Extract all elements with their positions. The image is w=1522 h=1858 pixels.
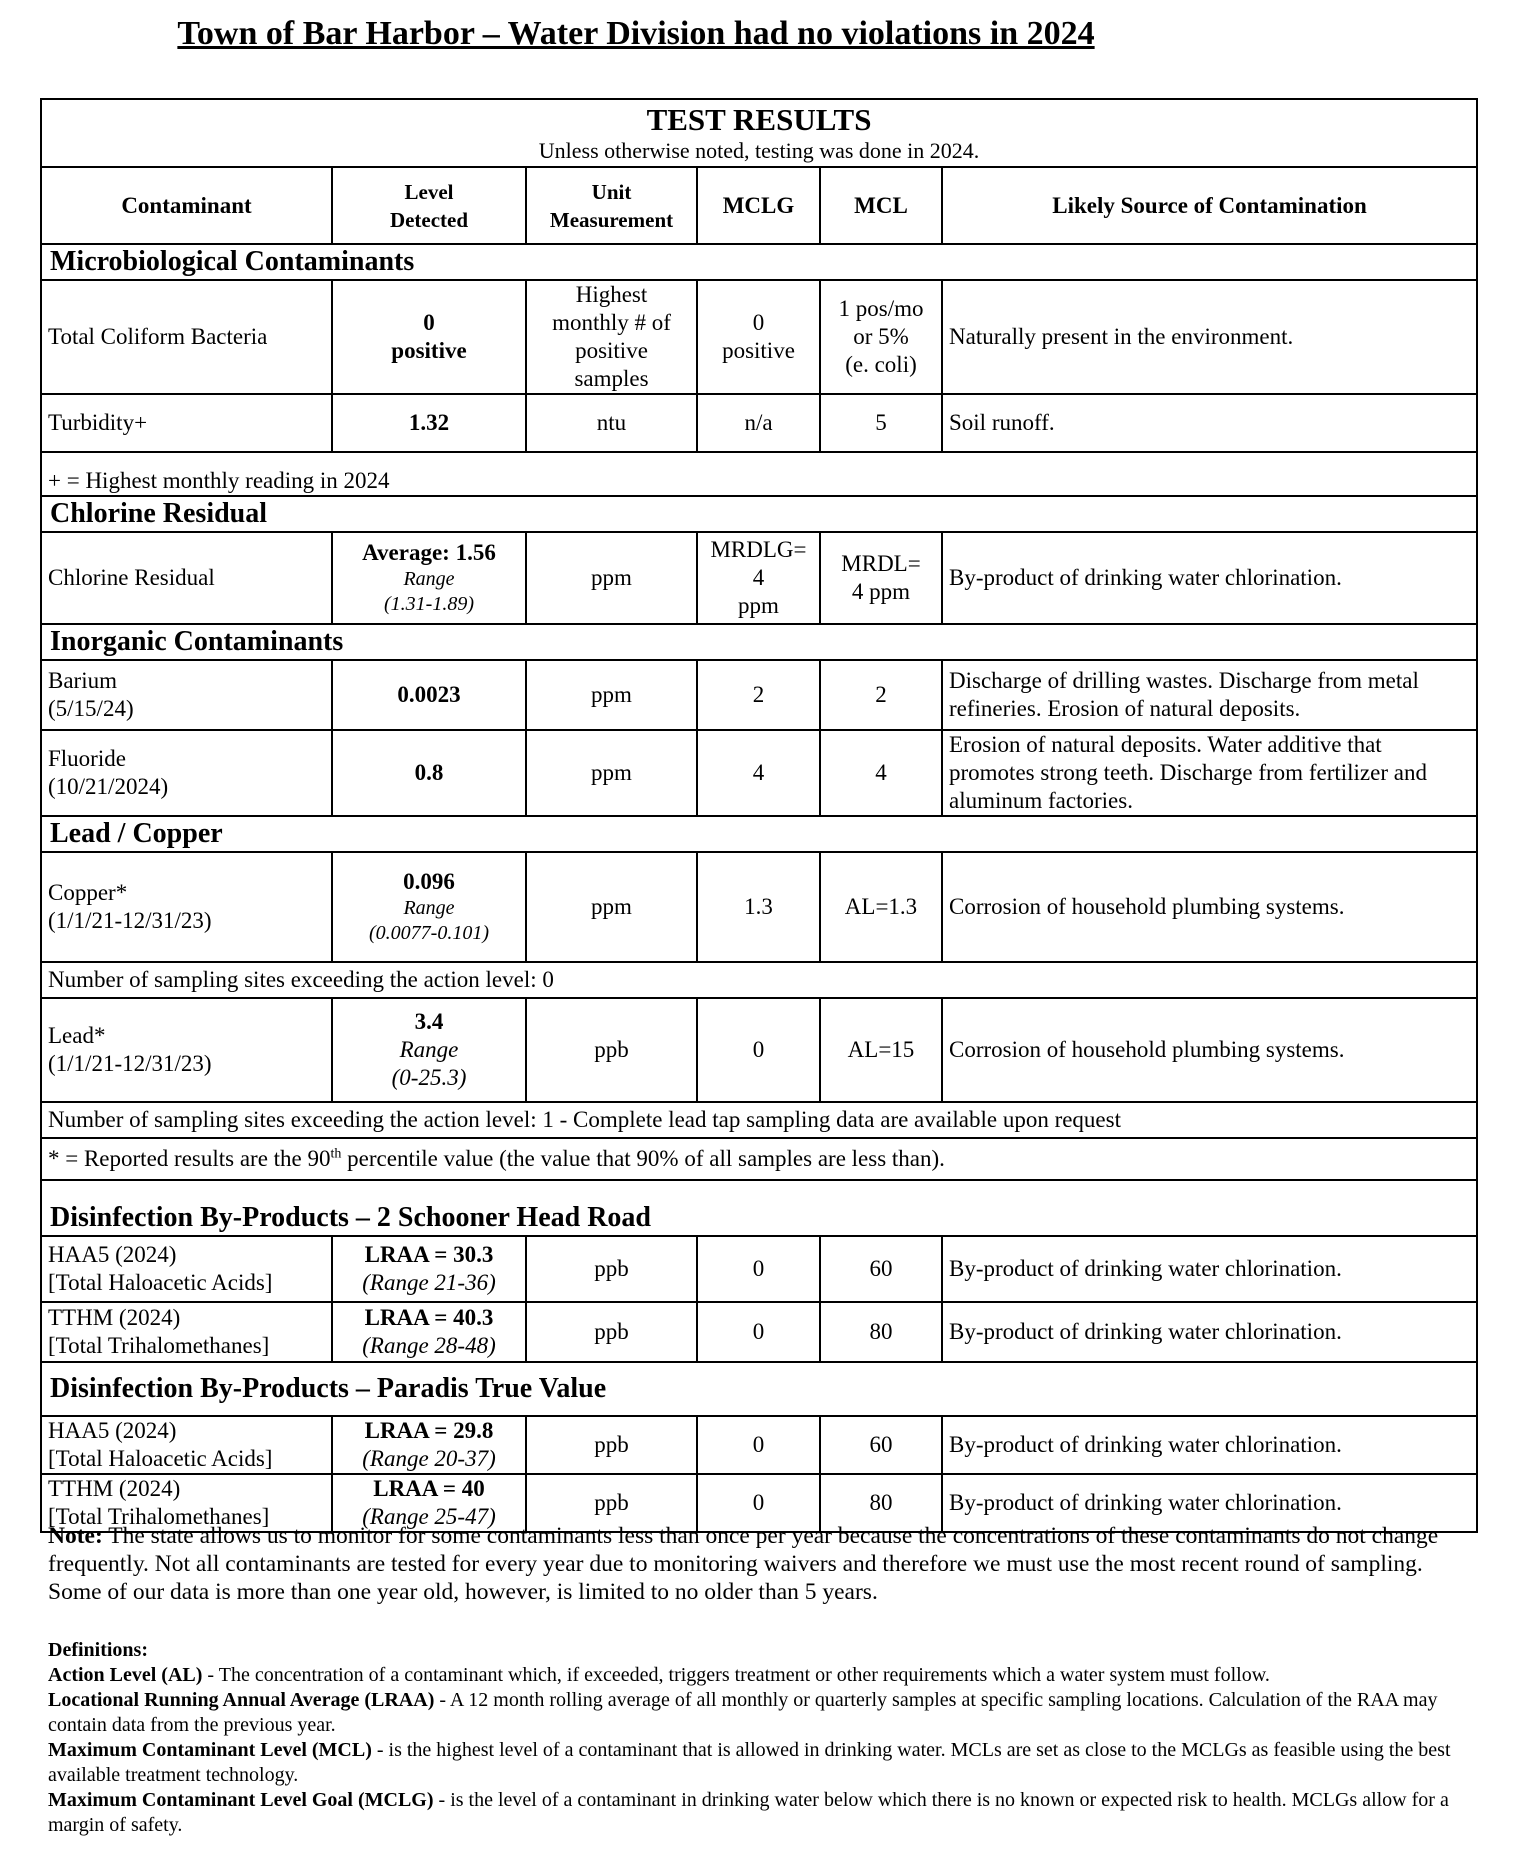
level-detected: 0 positive	[332, 280, 526, 394]
note-text: The state allows us to monitor for some contaminants less than once per year because the concentrations of these contaminants do not change frequently. Not all contaminants are tested for every year due to monitoring waivers and therefore we must use the most recent round of sampling. Some of our data is more than one year old, however, is limited to no older than 5 years.	[48, 1523, 1439, 1605]
unit-measurement: ppb	[526, 1416, 697, 1474]
note-label: Note:	[48, 1523, 103, 1549]
definition-item: Action Level (AL) - The concentration of a contaminant which, if exceeded, triggers treatment or other requirements which a water system must follow.	[48, 1664, 1270, 1686]
table-row-copper	[41, 852, 1477, 962]
section-inorganic	[41, 624, 1477, 660]
likely-source: By-product of drinking water chlorination.	[942, 1236, 1477, 1302]
section-title: Chlorine Residual	[41, 496, 1477, 532]
unit-measurement: Highest monthly # of positive samples	[526, 280, 697, 394]
mcl-value: 80	[820, 1302, 942, 1362]
likely-source: By-product of drinking water chlorination.	[942, 532, 1477, 624]
unit-measurement: ppb	[526, 1302, 697, 1362]
unit-measurement: ppm	[526, 730, 697, 816]
section-lead-copper	[41, 816, 1477, 852]
mcl-value: 2	[820, 660, 942, 730]
mclg-value: 0 positive	[697, 280, 820, 394]
table-row-lead	[41, 998, 1477, 1102]
header-row	[41, 167, 1477, 244]
unit-measurement: ppb	[526, 1236, 697, 1302]
test-results-table	[40, 98, 1478, 1533]
contaminant-name: Total Coliform Bacteria	[41, 280, 332, 394]
percentile-note-row	[41, 1138, 1477, 1180]
copper-note: Number of sampling sites exceeding the action level: 0	[41, 962, 1477, 998]
mclg-value: 0	[697, 998, 820, 1102]
header-mclg: MCLG	[697, 167, 820, 244]
likely-source: Soil runoff.	[942, 394, 1477, 452]
mcl-value: 60	[820, 1416, 942, 1474]
section-title: Inorganic Contaminants	[41, 624, 1477, 660]
unit-measurement: ppm	[526, 660, 697, 730]
unit-measurement: ppm	[526, 532, 697, 624]
likely-source: By-product of drinking water chlorination.	[942, 1416, 1477, 1474]
contaminant-name: Lead* (1/1/21-12/31/23)	[41, 998, 332, 1102]
section-title: Microbiological Contaminants	[41, 244, 1477, 280]
level-detected: LRAA = 40 (Range 25-47)	[332, 1474, 526, 1532]
lead-note-row	[41, 1102, 1477, 1138]
contaminant-name: Chlorine Residual	[41, 532, 332, 624]
section-title: Lead / Copper	[41, 816, 1477, 852]
section-title: Disinfection By-Products – 2 Schooner Head Road	[41, 1180, 1477, 1236]
mclg-value: 4	[697, 730, 820, 816]
table-row-haa5-paradis	[41, 1416, 1477, 1474]
mclg-value: 2	[697, 660, 820, 730]
mcl-value: 1 pos/mo or 5% (e. coli)	[820, 280, 942, 394]
table-row-barium	[41, 660, 1477, 730]
header-unit-measurement: Unit Measurement	[526, 167, 697, 244]
contaminant-name: TTHM (2024) [Total Trihalomethanes]	[41, 1474, 332, 1532]
level-detected: LRAA = 40.3 (Range 28-48)	[332, 1302, 526, 1362]
contaminant-name: TTHM (2024) [Total Trihalomethanes]	[41, 1302, 332, 1362]
section-microbiological	[41, 244, 1477, 280]
level-detected: LRAA = 29.8 (Range 20-37)	[332, 1416, 526, 1474]
page-title: Town of Bar Harbor – Water Division had no violations in 2024	[177, 15, 1095, 52]
mclg-value: 0	[697, 1236, 820, 1302]
mcl-value: MRDL= 4 ppm	[820, 532, 942, 624]
contaminant-name: Copper* (1/1/21-12/31/23)	[41, 852, 332, 962]
mclg-value: 0	[697, 1416, 820, 1474]
copper-note-row	[41, 962, 1477, 998]
likely-source: By-product of drinking water chlorination.	[942, 1302, 1477, 1362]
contaminant-name: Fluoride (10/21/2024)	[41, 730, 332, 816]
header-contaminant: Contaminant	[41, 167, 332, 244]
table-row-haa5-schooner	[41, 1236, 1477, 1302]
unit-measurement: ppb	[526, 1474, 697, 1532]
header-likely-source: Likely Source of Contamination	[942, 167, 1477, 244]
section-title: Disinfection By-Products – Paradis True Value	[41, 1362, 1477, 1416]
level-detected: LRAA = 30.3 (Range 21-36)	[332, 1236, 526, 1302]
table-row-coliform	[41, 280, 1477, 394]
definitions	[48, 1638, 1478, 1838]
contaminant-name: Turbidity+	[41, 394, 332, 452]
mcl-value: 4	[820, 730, 942, 816]
contaminant-name: HAA5 (2024) [Total Haloacetic Acids]	[41, 1416, 332, 1474]
table-row-chlorine	[41, 532, 1477, 624]
mcl-value: 80	[820, 1474, 942, 1532]
section-dbp-schooner-head	[41, 1180, 1477, 1236]
likely-source: Corrosion of household plumbing systems.	[942, 998, 1477, 1102]
table-row-turbidity	[41, 394, 1477, 452]
definitions-heading: Definitions:	[48, 1639, 148, 1661]
mclg-value: n/a	[697, 394, 820, 452]
mclg-value: 0	[697, 1474, 820, 1532]
mclg-value: 0	[697, 1302, 820, 1362]
definition-item: Locational Running Annual Average (LRAA) - A 12 month rolling average of all monthly or quarterly samples at specific sampling locations. Calculation of the RAA may contain data from the previous year.	[48, 1689, 1438, 1736]
unit-measurement: ppb	[526, 998, 697, 1102]
turbidity-note: + = Highest monthly reading in 2024	[41, 452, 1477, 496]
unit-measurement: ntu	[526, 394, 697, 452]
lead-note: Number of sampling sites exceeding the action level: 1 - Complete lead tap sampling data are available upon request	[41, 1102, 1477, 1138]
level-detected: 0.8	[332, 730, 526, 816]
table-row-tthm-schooner	[41, 1302, 1477, 1362]
table-title-row	[41, 99, 1477, 167]
unit-measurement: ppm	[526, 852, 697, 962]
mcl-value: AL=15	[820, 998, 942, 1102]
mcl-value: 5	[820, 394, 942, 452]
level-detected: Average: 1.56 Range (1.31-1.89)	[332, 532, 526, 624]
level-detected: 1.32	[332, 394, 526, 452]
level-detected: 3.4 Range (0-25.3)	[332, 998, 526, 1102]
likely-source: Discharge of drilling wastes. Discharge from metal refineries. Erosion of natural deposits.	[942, 660, 1477, 730]
mcl-value: AL=1.3	[820, 852, 942, 962]
level-detected: 0.0023	[332, 660, 526, 730]
mclg-value: 1.3	[697, 852, 820, 962]
percentile-note: * = Reported results are the 90th percentile value (the value that 90% of all samples are less than).	[41, 1138, 1477, 1180]
likely-source: Naturally present in the environment.	[942, 280, 1477, 394]
table-row-fluoride	[41, 730, 1477, 816]
likely-source: Corrosion of household plumbing systems.	[942, 852, 1477, 962]
definition-item: Maximum Contaminant Level (MCL) - is the highest level of a contaminant that is allowed in drinking water. MCLs are set as close to the MCLGs as feasible using the best available treatment technology.	[48, 1739, 1451, 1786]
contaminant-name: Barium (5/15/24)	[41, 660, 332, 730]
mcl-value: 60	[820, 1236, 942, 1302]
header-mcl: MCL	[820, 167, 942, 244]
section-dbp-paradis	[41, 1362, 1477, 1416]
likely-source: Erosion of natural deposits. Water additive that promotes strong teeth. Discharge from fertilizer and aluminum factories.	[942, 730, 1477, 816]
definition-item: Maximum Contaminant Level Goal (MCLG) - is the level of a contaminant in drinking water below which there is no known or expected risk to health. MCLGs allow for a margin of safety.	[48, 1789, 1449, 1836]
monitoring-note	[48, 1522, 1478, 1606]
section-chlorine	[41, 496, 1477, 532]
table-title: TEST RESULTS	[646, 102, 872, 137]
contaminant-name: HAA5 (2024) [Total Haloacetic Acids]	[41, 1236, 332, 1302]
table-subtitle: Unless otherwise noted, testing was done in 2024.	[538, 138, 980, 163]
mclg-value: MRDLG= 4 ppm	[697, 532, 820, 624]
likely-source: By-product of drinking water chlorination.	[942, 1474, 1477, 1532]
turbidity-note-row	[41, 452, 1477, 496]
level-detected: 0.096 Range (0.0077-0.101)	[332, 852, 526, 962]
header-level-detected: Level Detected	[332, 167, 526, 244]
